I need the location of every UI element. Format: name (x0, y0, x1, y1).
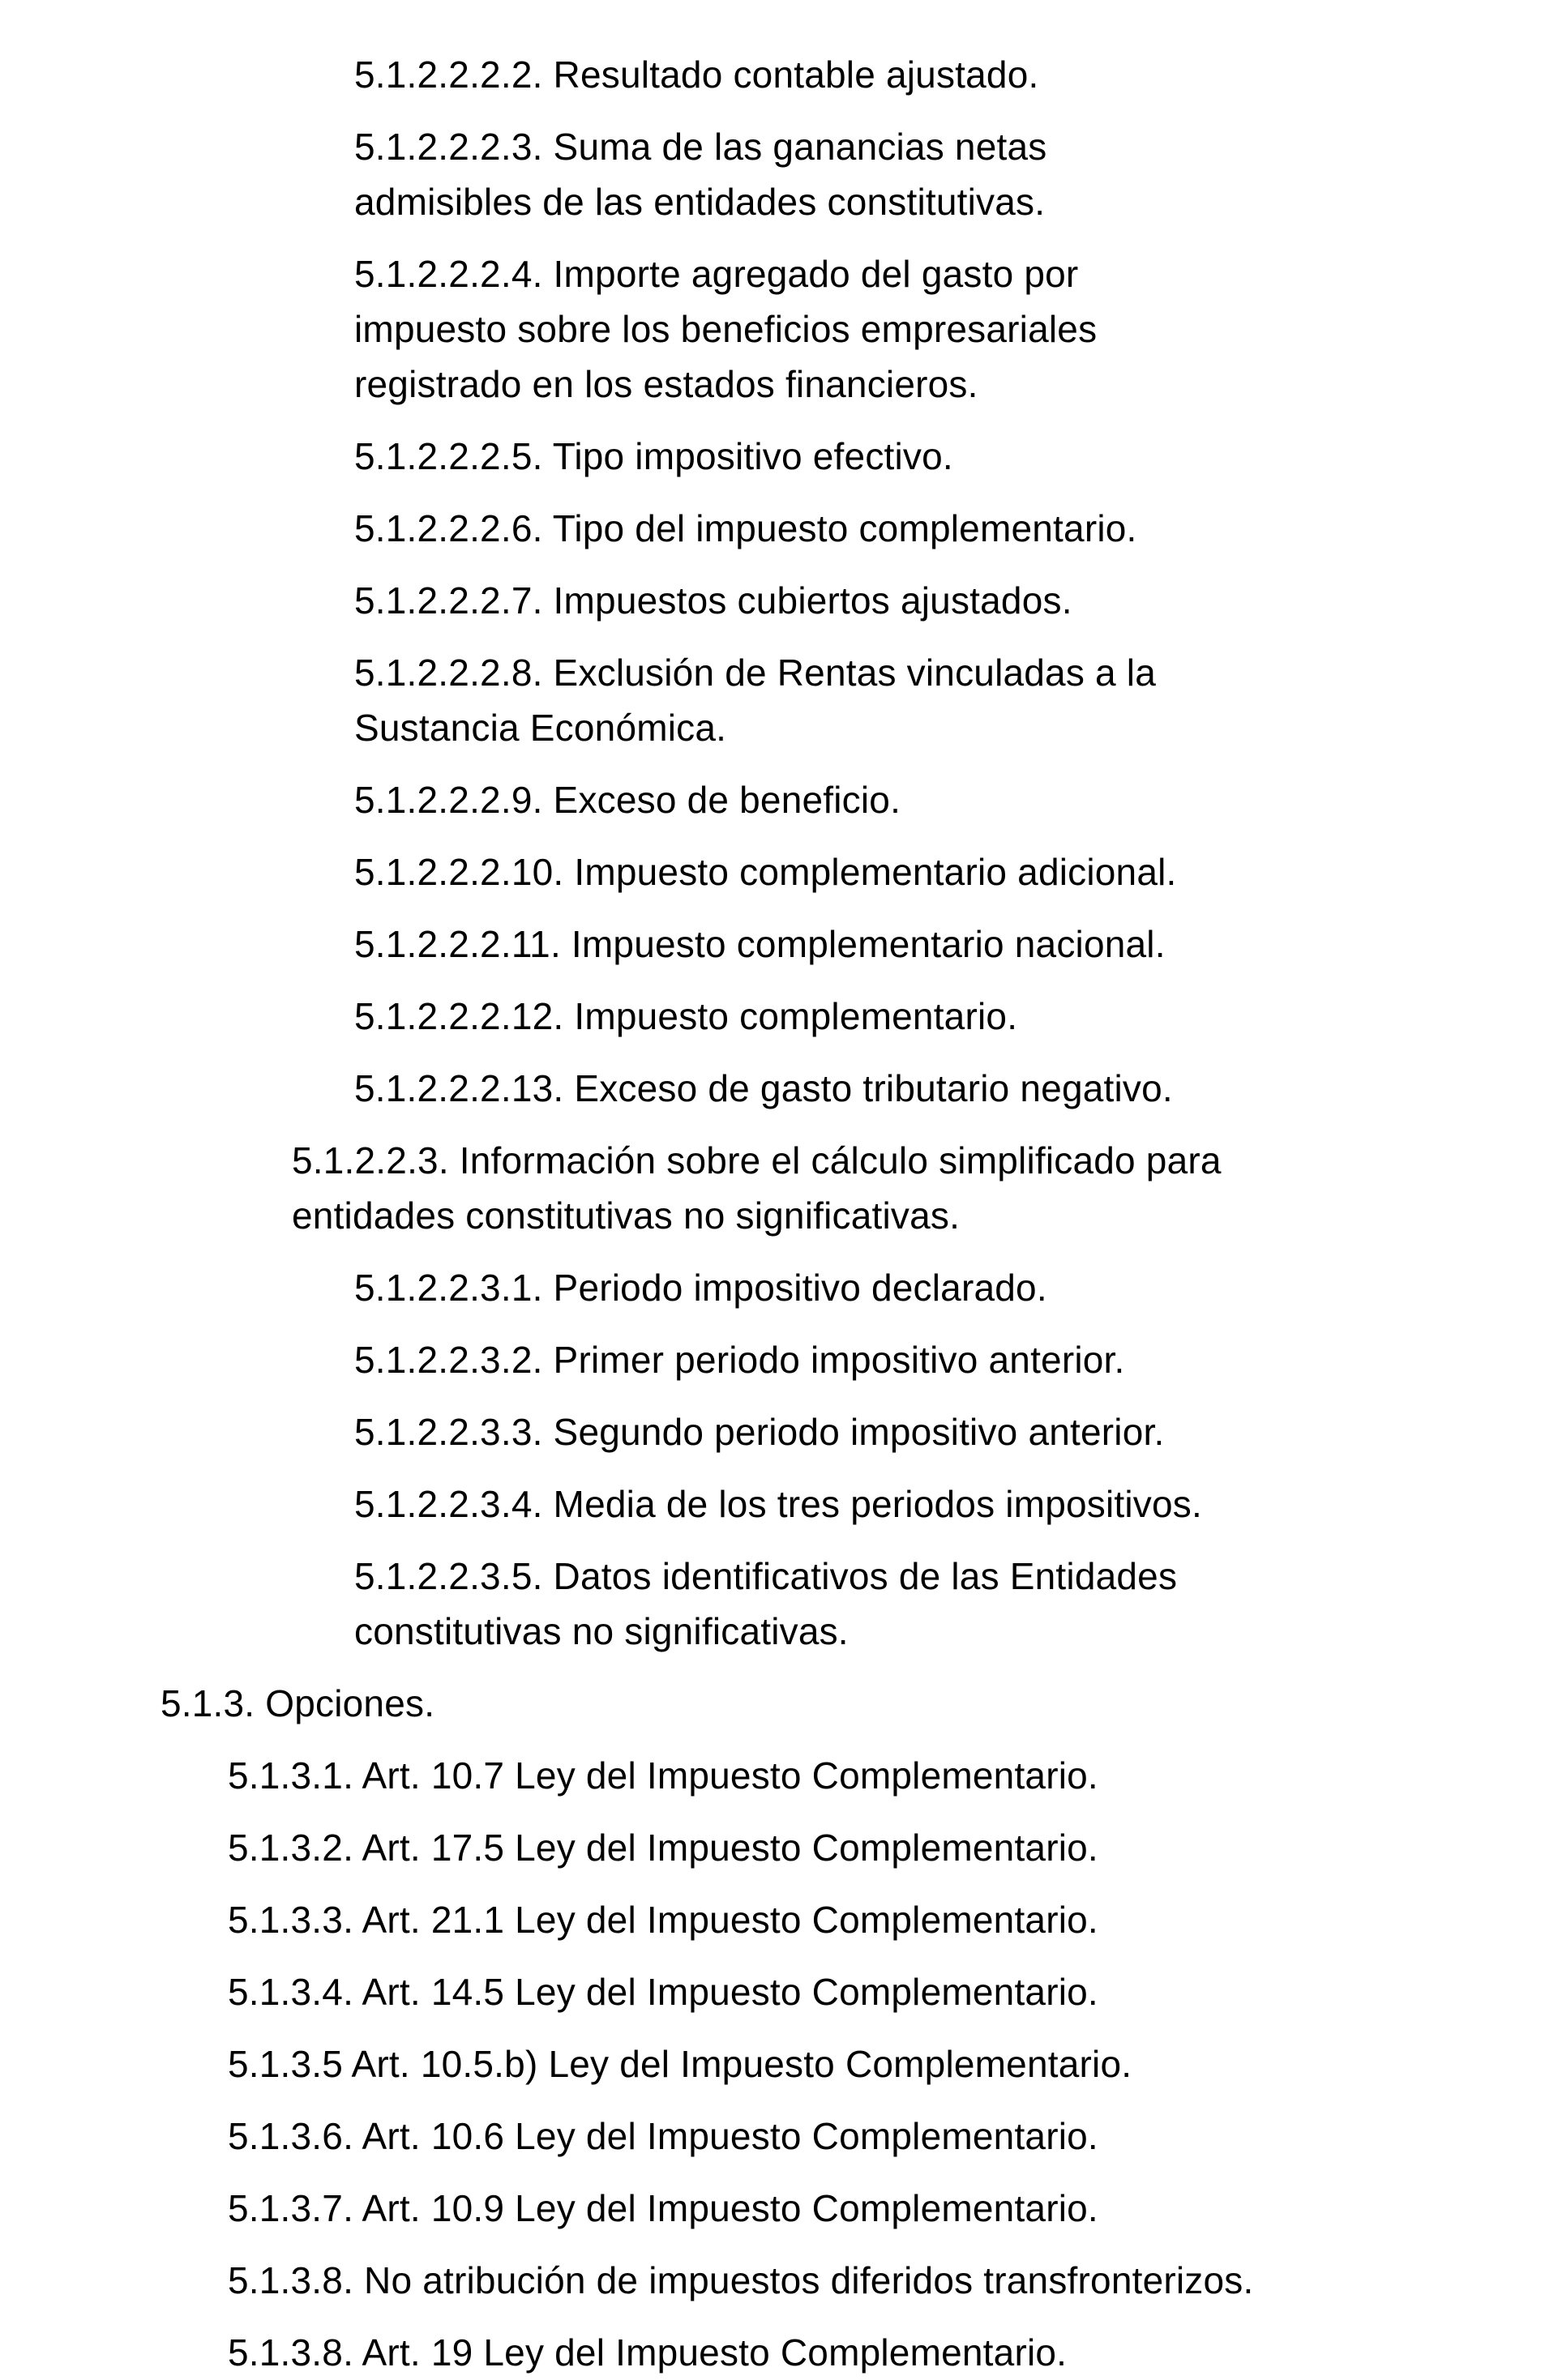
outline-item-line: 5.1.3.8. Art. 19 Ley del Impuesto Complementario. (228, 2331, 1068, 2374)
outline-item (354, 645, 1545, 755)
outline-item (354, 573, 1545, 628)
outline-item-line: 5.1.2.2.2.9. Exceso de beneficio. (354, 779, 901, 821)
outline-item-line: 5.1.2.2.3.1. Periodo impositivo declarado. (354, 1267, 1047, 1309)
outline-item (228, 1820, 1545, 1875)
outline-item (354, 917, 1545, 972)
outline-item (228, 2181, 1545, 2236)
outline-item-line: 5.1.3.5 Art. 10.5.b) Ley del Impuesto Complementario. (228, 2043, 1132, 2085)
outline-item-line: constitutivas no significativas. (354, 1610, 849, 1652)
outline-item-line: 5.1.2.2.2.10. Impuesto complementario adicional. (354, 851, 1177, 893)
outline-item-line: 5.1.2.2.3.3. Segundo periodo impositivo anterior. (354, 1411, 1165, 1453)
outline-item-line: 5.1.3.1. Art. 10.7 Ley del Impuesto Complementario. (228, 1754, 1098, 1797)
outline-item (228, 1892, 1545, 1947)
outline-item-line: 5.1.3.4. Art. 14.5 Ley del Impuesto Complementario. (228, 1971, 1098, 2013)
outline-item-line: 5.1.3.8. No atribución de impuestos diferidos transfronterizos. (228, 2259, 1254, 2301)
outline-item-line: 5.1.3. Opciones. (160, 1682, 435, 1724)
outline-item-line: entidades constitutivas no significativas. (292, 1194, 961, 1237)
outline-item-line: 5.1.3.2. Art. 17.5 Ley del Impuesto Complementario. (228, 1827, 1098, 1869)
outline-item-line: 5.1.2.2.3.2. Primer periodo impositivo anterior. (354, 1339, 1125, 1381)
outline-item-line: 5.1.2.2.2.11. Impuesto complementario nacional. (354, 923, 1166, 965)
outline-item-line: 5.1.2.2.2.6. Tipo del impuesto complementario. (354, 507, 1137, 549)
outline-item (228, 1748, 1545, 1803)
outline-item (228, 1964, 1545, 2019)
outline-item-line: 5.1.3.6. Art. 10.6 Ley del Impuesto Complementario. (228, 2115, 1098, 2157)
outline-item (354, 1549, 1545, 1659)
outline-item-line: 5.1.2.2.2.7. Impuestos cubiertos ajustados. (354, 579, 1072, 622)
outline-item-line: 5.1.2.2.2.13. Exceso de gasto tributario negativo. (354, 1067, 1173, 1109)
outline-item-line: 5.1.3.7. Art. 10.9 Ley del Impuesto Complementario. (228, 2187, 1098, 2229)
outline-item (228, 2036, 1545, 2092)
outline-item (292, 1133, 1545, 1243)
outline-item-line: 5.1.2.2.2.3. Suma de las ganancias netas (354, 126, 1047, 168)
outline-item-line: 5.1.2.2.3.4. Media de los tres periodos impositivos. (354, 1483, 1202, 1525)
outline-item (354, 844, 1545, 899)
outline-item (354, 119, 1545, 229)
outline-item (354, 772, 1545, 827)
outline-item-line: 5.1.2.2.2.5. Tipo impositivo efectivo. (354, 435, 953, 477)
outline-item (228, 2109, 1545, 2164)
outline-item (228, 2325, 1545, 2380)
outline-item-line: registrado en los estados financieros. (354, 363, 978, 405)
outline-item (228, 2253, 1545, 2308)
outline-item-line: 5.1.2.2.3. Información sobre el cálculo simplificado para (292, 1139, 1222, 1181)
outline-item (354, 501, 1545, 556)
outline-item-line: Sustancia Económica. (354, 707, 727, 749)
outline-item (354, 429, 1545, 484)
outline-item-line: 5.1.3.3. Art. 21.1 Ley del Impuesto Complementario. (228, 1899, 1098, 1941)
outline-item (354, 47, 1545, 102)
outline-item (354, 1061, 1545, 1116)
outline-item (354, 1404, 1545, 1459)
outline-item (354, 246, 1545, 412)
outline-item-line: 5.1.2.2.2.2. Resultado contable ajustado. (354, 53, 1039, 96)
outline-item-line: 5.1.2.2.2.8. Exclusión de Rentas vinculadas a la (354, 652, 1156, 694)
outline-item (354, 1260, 1545, 1315)
outline-item-line: 5.1.2.2.2.12. Impuesto complementario. (354, 995, 1018, 1037)
outline-item (354, 1332, 1545, 1387)
outline-item-line: admisibles de las entidades constitutivas. (354, 181, 1046, 223)
outline-list (0, 47, 1545, 2380)
outline-item (354, 1476, 1545, 1532)
outline-item (354, 989, 1545, 1044)
outline-item-line: impuesto sobre los beneficios empresariales (354, 308, 1098, 350)
outline-item (160, 1676, 1545, 1731)
outline-item-line: 5.1.2.2.2.4. Importe agregado del gasto por (354, 253, 1079, 295)
outline-item-line: 5.1.2.2.3.5. Datos identificativos de las Entidades (354, 1555, 1178, 1597)
